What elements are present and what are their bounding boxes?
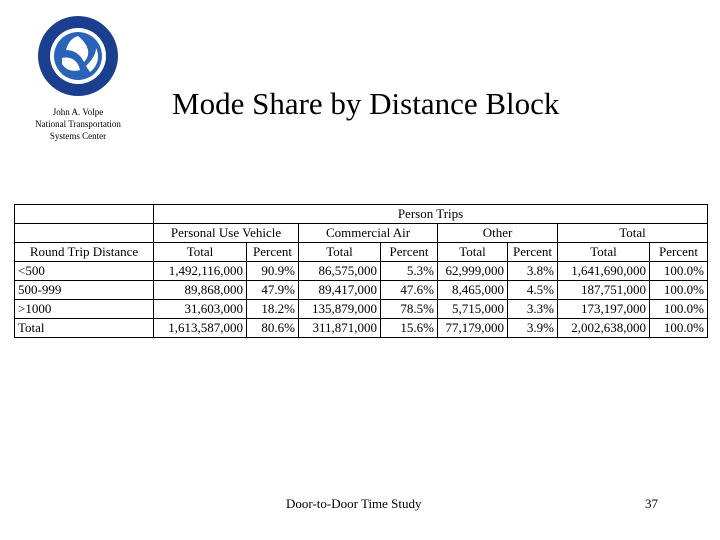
mode-header-personal-vehicle: Personal Use Vehicle <box>154 224 299 243</box>
row-label: 500-999 <box>15 281 154 300</box>
row-label: Total <box>15 319 154 338</box>
table-cell: 311,871,000 <box>299 319 381 338</box>
table-cell: 31,603,000 <box>154 300 247 319</box>
table-cell: 5,715,000 <box>438 300 508 319</box>
col-header: Total <box>299 243 381 262</box>
col-header: Round Trip Distance <box>15 243 154 262</box>
table-cell: 47.6% <box>381 281 438 300</box>
mode-header-total: Total <box>558 224 708 243</box>
table-cell: 4.5% <box>508 281 558 300</box>
table-row <box>15 262 708 281</box>
slide-title: Mode Share by Distance Block <box>172 86 560 121</box>
table-cell: 100.0% <box>650 262 708 281</box>
col-header: Percent <box>650 243 708 262</box>
col-header: Percent <box>508 243 558 262</box>
table-cell: 1,641,690,000 <box>558 262 650 281</box>
org-line-3: Systems Center <box>49 131 107 141</box>
table-cell: 62,999,000 <box>438 262 508 281</box>
table-cell: 173,197,000 <box>558 300 650 319</box>
table-cell: 15.6% <box>381 319 438 338</box>
table-cell: 77,179,000 <box>438 319 508 338</box>
col-header: Percent <box>247 243 299 262</box>
table-cell: 3.9% <box>508 319 558 338</box>
table-cell: 2,002,638,000 <box>558 319 650 338</box>
table-cell: 89,417,000 <box>299 281 381 300</box>
table-cell: 3.3% <box>508 300 558 319</box>
col-header: Total <box>438 243 508 262</box>
table-row-total <box>15 319 708 338</box>
column-header-row <box>15 243 708 262</box>
table-cell: 100.0% <box>650 300 708 319</box>
row-label: <500 <box>15 262 154 281</box>
corner-cell <box>15 205 154 224</box>
table-cell: 86,575,000 <box>299 262 381 281</box>
col-header: Total <box>558 243 650 262</box>
col-header: Total <box>154 243 247 262</box>
table-cell: 80.6% <box>247 319 299 338</box>
col-header: Percent <box>381 243 438 262</box>
table-cell: 18.2% <box>247 300 299 319</box>
table-cell: 89,868,000 <box>154 281 247 300</box>
org-line-1: John A. Volpe <box>52 107 104 117</box>
table-row <box>15 281 708 300</box>
table-cell: 100.0% <box>650 319 708 338</box>
row-label: >1000 <box>15 300 154 319</box>
org-line-2: National Transportation <box>35 119 121 129</box>
table-cell: 78.5% <box>381 300 438 319</box>
mode-share-table <box>14 204 708 338</box>
table-cell: 1,492,116,000 <box>154 262 247 281</box>
person-trips-header: Person Trips <box>154 205 708 224</box>
table-cell: 90.9% <box>247 262 299 281</box>
corner-cell-2 <box>15 224 154 243</box>
dot-seal-logo <box>36 14 120 98</box>
page-number: 37 <box>645 496 658 511</box>
table-cell: 3.8% <box>508 262 558 281</box>
table-cell: 47.9% <box>247 281 299 300</box>
table-cell: 8,465,000 <box>438 281 508 300</box>
mode-header-commercial-air: Commercial Air <box>299 224 438 243</box>
table-row <box>15 300 708 319</box>
footer-text: Door-to-Door Time Study <box>286 496 422 511</box>
table-cell: 1,613,587,000 <box>154 319 247 338</box>
table-cell: 135,879,000 <box>299 300 381 319</box>
table-cell: 100.0% <box>650 281 708 300</box>
mode-header-row <box>15 224 708 243</box>
group-header-row <box>15 205 708 224</box>
table-cell: 5.3% <box>381 262 438 281</box>
org-name <box>18 106 138 142</box>
table-cell: 187,751,000 <box>558 281 650 300</box>
mode-header-other: Other <box>438 224 558 243</box>
